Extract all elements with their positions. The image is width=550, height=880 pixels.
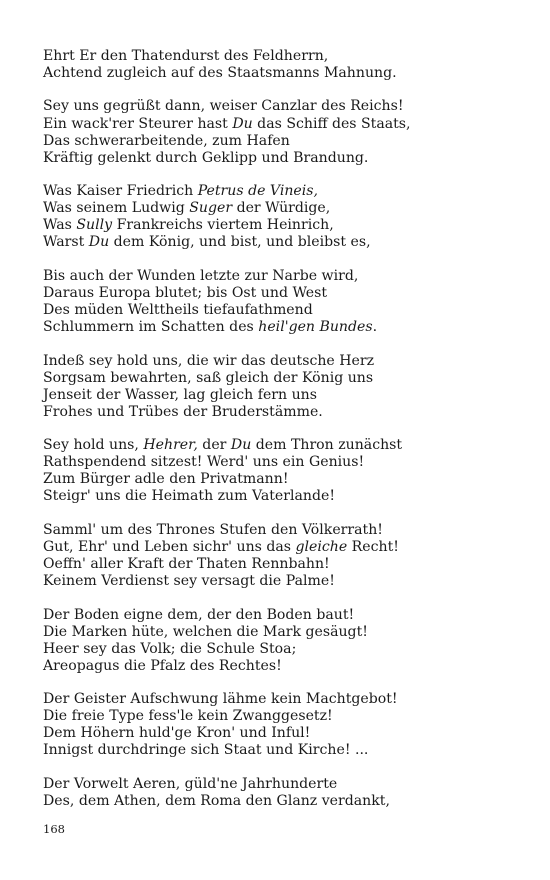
line-text: Jenseit der Wasser, lag gleich fern uns — [43, 386, 317, 403]
line-text: Daraus Europa blutet; bis Ost und West — [43, 284, 328, 301]
line-text: Was seinem Ludwig — [43, 200, 190, 217]
line-text: Bis auch der Wunden letzte zur Narbe wird, — [43, 267, 359, 284]
line-text: Der Boden eigne dem, der den Boden baut! — [43, 606, 355, 623]
line-text: Steigr' uns die Heimath zum Vaterlande! — [43, 488, 336, 505]
italic-text: Du — [230, 437, 252, 454]
poem-line — [43, 387, 543, 404]
stanza — [43, 776, 543, 810]
poem-line — [43, 98, 543, 115]
line-text: dem König, und bist, und bleibst es, — [109, 234, 371, 251]
line-text: Sorgsam bewahrten, saß gleich der König uns — [43, 369, 374, 386]
poem-line — [43, 404, 543, 421]
poem-line — [43, 488, 543, 505]
poem-line — [43, 48, 543, 65]
poem-line — [43, 353, 543, 370]
italic-text: Sully — [76, 217, 113, 234]
line-text: der — [197, 437, 231, 454]
italic-text: Du — [232, 115, 253, 132]
italic-text: Hehrer, — [143, 437, 198, 454]
poem-line — [43, 302, 543, 319]
stanza — [43, 48, 543, 82]
line-text: Des müden Welttheils tiefaufathmend — [43, 302, 313, 319]
line-text: Achtend zugleich auf des Staatsmanns Mahnung. — [43, 65, 397, 82]
line-text: Des, dem Athen, dem Roma den Glanz verdankt, — [43, 792, 390, 809]
poem-line — [43, 183, 543, 200]
poem-line — [43, 556, 543, 573]
poem-line — [43, 708, 543, 725]
line-text: Sey uns gegrüßt dann, weiser Canzlar des Reichs! — [43, 98, 404, 115]
line-text: . — [372, 319, 378, 336]
line-text: Keinem Verdienst sey versagt die Palme! — [43, 573, 335, 590]
line-text: Der Geister Aufschwung lähme kein Machtgebot! — [43, 691, 398, 708]
line-text: Was — [43, 217, 77, 234]
line-text: Innigst durchdringe sich Staat und Kirche! ... — [43, 742, 369, 759]
poem-line — [43, 539, 543, 556]
line-text: Der Vorwelt Aeren, güld'ne Jahrhunderte — [43, 775, 338, 792]
poem-line — [43, 776, 543, 793]
italic-text: Suger — [189, 200, 233, 217]
line-text: Rathspendend sitzest! Werd' uns ein Genius! — [43, 454, 365, 471]
page-number: 168 — [43, 822, 65, 836]
italic-text: Du — [88, 234, 110, 251]
poem-line — [43, 150, 543, 167]
poem-line — [43, 658, 543, 675]
line-text: Frankreichs viertem Heinrich, — [112, 217, 334, 234]
stanza — [43, 353, 543, 421]
line-text: Ein wack'rer Steurer hast — [43, 115, 233, 132]
poem-line — [43, 370, 543, 387]
line-text: Kräftig gelenkt durch Geklipp und Brandung. — [43, 149, 369, 166]
poem-line — [43, 607, 543, 624]
line-text: Schlummern im Schatten des — [43, 319, 259, 336]
stanza — [43, 268, 543, 336]
line-text: der Würdige, — [232, 200, 331, 217]
poem-line — [43, 234, 543, 251]
poem-line — [43, 471, 543, 488]
line-text: Sey hold uns, — [43, 437, 144, 454]
line-text: Die freie Type fess'le kein Zwanggesetz! — [43, 708, 333, 725]
stanza — [43, 183, 543, 251]
line-text: Heer sey das Volk; die Schule Stoa; — [43, 640, 297, 657]
poem-line — [43, 522, 543, 539]
line-text: Indeß sey hold uns, die wir das deutsche Herz — [43, 352, 375, 369]
line-text: Die Marken hüte, welchen die Mark gesäugt! — [43, 623, 368, 640]
line-text: Samml' um des Thrones Stufen den Völkerrath! — [43, 521, 383, 538]
line-text: Recht! — [347, 538, 399, 555]
poem-line — [43, 116, 543, 133]
poem-line — [43, 742, 543, 759]
poem-line — [43, 200, 543, 217]
line-text: dem Thron zunächst — [251, 437, 403, 454]
line-text: Areopagus die Pfalz des Rechtes! — [43, 657, 282, 674]
line-text: das Schiff des Staats, — [252, 115, 411, 132]
stanza — [43, 607, 543, 675]
poem-line — [43, 217, 543, 234]
poem-line — [43, 285, 543, 302]
line-text: Frohes und Trübes der Bruderstämme. — [43, 403, 323, 420]
line-text: Oeffn' aller Kraft der Thaten Rennbahn! — [43, 556, 330, 573]
line-text: Gut, Ehr' und Leben sichr' uns das — [43, 538, 296, 555]
poem-line — [43, 624, 543, 641]
poem-line — [43, 691, 543, 708]
poem-line — [43, 725, 543, 742]
stanza — [43, 691, 543, 759]
poem-line — [43, 268, 543, 285]
poem-line — [43, 319, 543, 336]
line-text: Zum Bürger adle den Privatmann! — [43, 471, 289, 488]
italic-text: heil'gen Bundes — [258, 319, 373, 336]
line-text: Warst — [43, 234, 89, 251]
poem-body — [43, 48, 543, 826]
line-text: Ehrt Er den Thatendurst des Feldherrn, — [43, 48, 329, 64]
italic-text: Petrus de Vineis, — [197, 183, 318, 200]
italic-text: gleiche — [295, 538, 348, 555]
poem-line — [43, 65, 543, 82]
poem-line — [43, 641, 543, 658]
poem-line — [43, 454, 543, 471]
stanza — [43, 522, 543, 590]
poem-line — [43, 437, 543, 454]
poem-line — [43, 573, 543, 590]
line-text: Was Kaiser Friedrich — [43, 183, 198, 200]
line-text: Das schwerarbeitende, zum Hafen — [43, 132, 290, 149]
stanza — [43, 437, 543, 505]
stanza — [43, 98, 543, 166]
poem-line — [43, 133, 543, 150]
poem-line — [43, 793, 543, 810]
line-text: Dem Höhern huld'ge Kron' und Inful! — [43, 725, 311, 742]
